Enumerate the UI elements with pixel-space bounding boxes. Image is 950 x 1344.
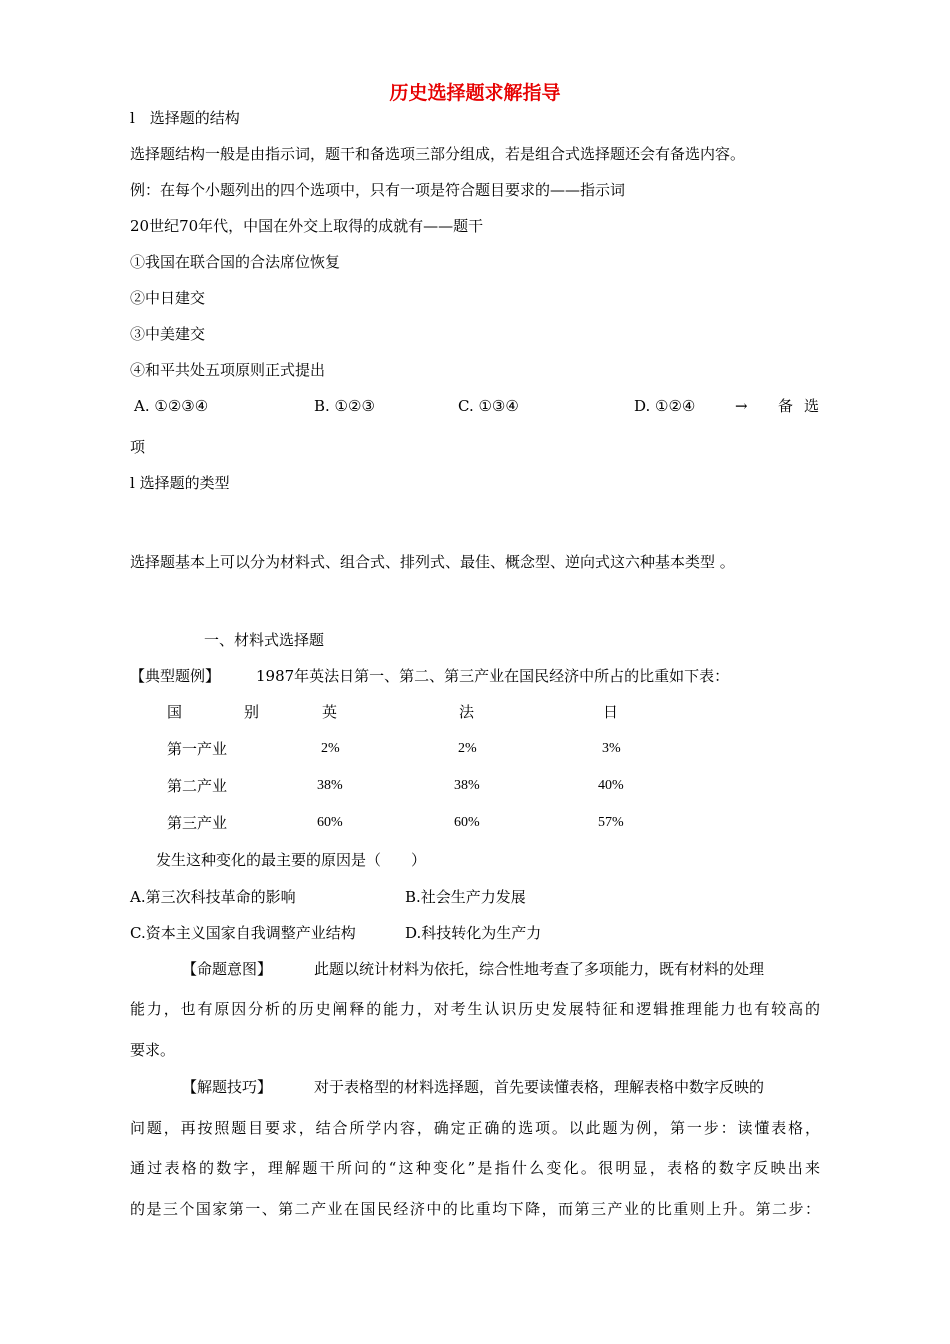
table-row-label: 第二产业 [167, 777, 228, 795]
table-header-japan: 日 [603, 703, 619, 721]
answer-a: A.第三次科技革命的影响 [130, 888, 296, 906]
intent-line-3: 要求。 [130, 1041, 176, 1059]
example-option-c: C. ①③④ [458, 397, 519, 415]
options-label-char-2: 选 [804, 397, 820, 415]
typical-example-text: 1987年英法日第一、第二、第三产业在国民经济中所占的比重如下表： [256, 667, 730, 685]
table-cell: 60% [317, 815, 343, 830]
page-title: 历史选择题求解指导 [389, 82, 561, 104]
example-stem: 20世纪70年代，中国在外交上取得的成就有——题干 [130, 217, 484, 235]
skill-line-3: 通过表格的数字，理解题干所问的“这种变化”是指什么变化。很明显，表格的数字反映出来 [130, 1159, 820, 1177]
example-item-2: ②中日建交 [130, 289, 206, 307]
example-item-4: ④和平共处五项原则正式提出 [130, 361, 326, 379]
table-row-label: 第一产业 [167, 740, 228, 758]
skill-line-4: 的是三个国家第一、第二产业在国民经济中的比重均下降，而第三产业的比重则上升。第二步： [130, 1200, 820, 1218]
example-option-a: A. ①②③④ [134, 397, 209, 415]
example-option-d: D. ①②④ [634, 397, 696, 415]
types-text: 选择题基本上可以分为材料式、组合式、排列式、最佳、概念型、逆向式这六种基本类型 。 [130, 553, 735, 571]
example-item-1: ①我国在联合国的合法席位恢复 [130, 253, 341, 271]
table-cell: 60% [454, 815, 480, 830]
table-header-uk: 英 [322, 703, 338, 721]
table-cell: 57% [598, 815, 624, 830]
answer-b: B.社会生产力发展 [405, 888, 526, 906]
example-instruction: 例：在每个小题列出的四个选项中，只有一项是符合题目要求的——指示词 [130, 181, 626, 199]
example-option-b: B. ①②③ [314, 397, 375, 415]
intent-label: 【命题意图】 [182, 960, 273, 978]
part1-heading: 一、材料式选择题 [204, 631, 325, 649]
typical-example-label: 【典型题例】 [130, 667, 221, 685]
table-cell: 38% [454, 778, 480, 793]
skill-line-1: 对于表格型的材料选择题，首先要读懂表格，理解表格中数字反映的 [314, 1078, 765, 1096]
section-heading-structure: l 选择题的结构 [130, 109, 240, 127]
table-cell: 38% [317, 778, 343, 793]
table-cell: 3% [602, 741, 621, 756]
table-header-country-2: 别 [244, 703, 260, 721]
table-cell: 2% [458, 741, 477, 756]
intent-line-2: 能力，也有原因分析的历史阐释的能力，对考生认识历史发展特征和逻辑推理能力也有较高的 [130, 1000, 820, 1018]
intent-line-1: 此题以统计材料为依托，综合性地考查了多项能力，既有材料的处理 [314, 960, 765, 978]
table-header-country-1: 国 [167, 703, 183, 721]
structure-intro: 选择题结构一般是由指示词，题干和备选项三部分组成，若是组合式选择题还会有备选内容。 [130, 145, 746, 163]
skill-label: 【解题技巧】 [182, 1078, 273, 1096]
question-text: 发生这种变化的最主要的原因是（ ） [156, 851, 427, 869]
skill-line-2: 问题，再按照题目要求，结合所学内容，确定正确的选项。以此题为例，第一步：读懂表格， [130, 1119, 820, 1137]
options-label-char-1: 备 [778, 397, 794, 415]
section-heading-types: l 选择题的类型 [130, 474, 230, 492]
arrow-icon: → [735, 397, 748, 415]
options-label-wrap: 项 [130, 438, 146, 456]
table-row-label: 第三产业 [167, 814, 228, 832]
table-cell: 40% [598, 778, 624, 793]
answer-d: D.科技转化为生产力 [405, 924, 542, 942]
answer-c: C.资本主义国家自我调整产业结构 [130, 924, 356, 942]
table-cell: 2% [321, 741, 340, 756]
example-item-3: ③中美建交 [130, 325, 206, 343]
table-header-france: 法 [459, 703, 475, 721]
